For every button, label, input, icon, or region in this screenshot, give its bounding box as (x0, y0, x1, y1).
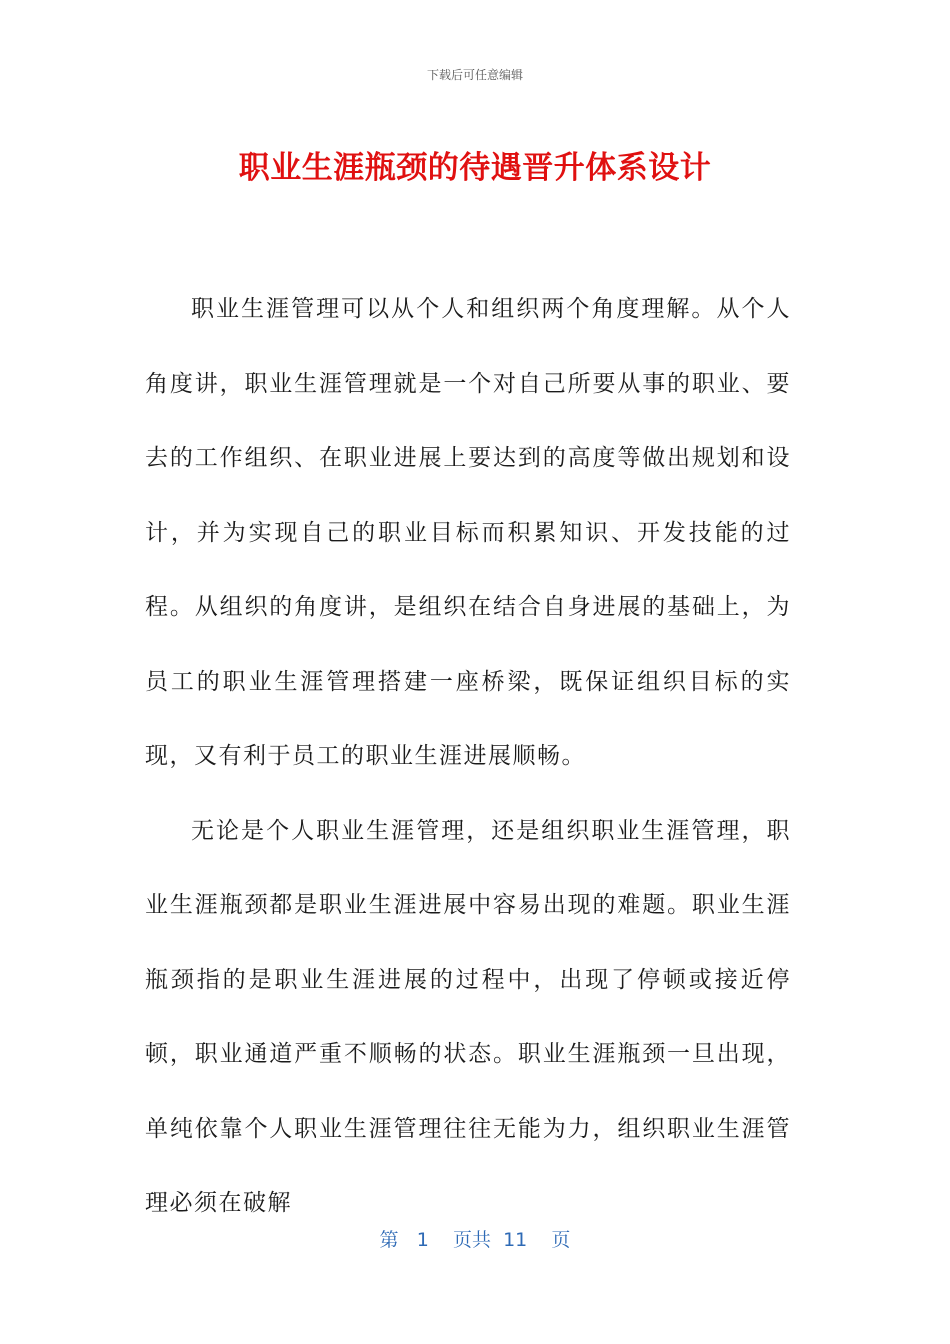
footer-prefix: 第 (379, 1229, 399, 1251)
page-footer (0, 1225, 950, 1252)
document-body (145, 272, 791, 1241)
footer-middle: 页共 (452, 1229, 491, 1251)
footer-total-pages: 11 (503, 1229, 528, 1251)
footer-suffix: 页 (551, 1229, 571, 1251)
footer-current-page: 1 (416, 1229, 429, 1251)
header-note: 下载后可任意编辑 (426, 68, 523, 82)
document-title: 职业生涯瓶颈的待遇晋升体系设计 (238, 150, 712, 186)
paragraph-2: 无论是个人职业生涯管理，还是组织职业生涯管理，职业生涯瓶颈都是职业生涯进展中容易出现的难题。职业生涯瓶颈指的是职业生涯进展的过程中，出现了停顿或接近停顿，职业通道严重不顺畅的状态。职业生涯瓶颈一旦出现，单纯依靠个人职业生涯管理往往无能为力，组织职业生涯管理必须在破解 (145, 817, 791, 1216)
paragraph-1: 职业生涯管理可以从个人和组织两个角度理解。从个人角度讲，职业生涯管理就是一个对自己所要从事的职业、要去的工作组织、在职业进展上要达到的高度等做出规划和设计，并为实现自己的职业目标而积累知识、开发技能的过程。从组织的角度讲，是组织在结合自身进展的基础上，为员工的职业生涯管理搭建一座桥梁，既保证组织目标的实现，又有利于员工的职业生涯进展顺畅。 (145, 296, 791, 769)
